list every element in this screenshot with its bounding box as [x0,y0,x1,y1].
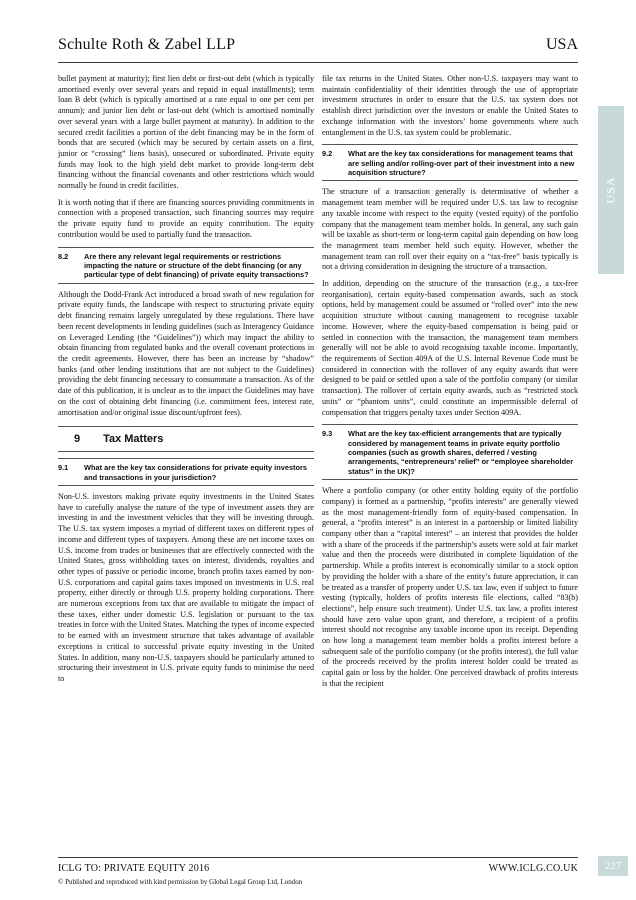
firm-name-header: Schulte Roth & Zabel LLP [58,36,236,53]
copyright-notice: © Published and reproduced with kind permission by Global Legal Group Ltd, London [58,878,303,886]
question-number: 9.2 [322,149,333,159]
paragraph: It is worth noting that if there are financing sources providing commitments in connection with a proposed transaction, such financing sources may require the private equity fund to provide an equity contribution. The equity contribution would be used to partially fund the transaction. [58,197,314,239]
side-tab-label: USA [603,176,618,204]
question-8-2 [58,247,314,284]
header-rule [58,62,578,63]
publication-title: ICLG TO: PRIVATE EQUITY 2016 [58,863,210,874]
page-number-tab [598,856,628,876]
paragraph: file tax returns in the United States. Other non-U.S. taxpayers may want to maintain confidentiality of their identities through the use of appropriate investment structures in order to ensure that the U.S. tax system does not establish direct jurisdiction over the investors or enable the United States to exchange information with the investors’ home governments where such entanglement in the U.S. tax system could be problematic. [322,74,578,137]
right-column [322,74,578,696]
question-text: What are the key tax considerations for private equity investors and transactions in your jurisdiction? [84,463,308,482]
question-text: Are there any relevant legal requirements or restrictions impacting the nature or structure of the debt financing (or any particular type of debt financing) of private equity transactions? [84,251,309,280]
section-number: 9 [74,433,81,446]
question-9-1 [58,458,314,486]
question-number: 8.2 [58,251,69,261]
paragraph: Non-U.S. investors making private equity investments in the United States have to carefully analyse the nature of the type of investment assets they are investing in and the investment vehicles that they will be investing through. The U.S. tax system imposes a myriad of different taxes on different types of income and different types of taxpayers. Among these are net income taxes on U.S. income from trades or businesses that are effectively connected with the United States, gross withholding taxes on interest, dividends, royalties and other types of passive or periodic income, branch profits taxes earned by non-U.S. corporations and capital gains taxes imposed on investments in U.S. real property, either directly or through U.S. property holding corporations. There are numerous exceptions from tax that are available to mitigate the impact of these taxes, either under domestic U.S. legislation or pursuant to the tax treaties in force with the United States. Matching the types of income expected to be earned with an investment structure that takes advantage of available exceptions is critical to successful private equity investing in the United States. In addition, many non-U.S. taxpayers should be particularly attuned to structuring their investment in U.S. private equity funds to minimise the need to [58,492,314,683]
question-9-2 [322,144,578,181]
paragraph: In addition, depending on the structure of the transaction (e.g., a tax-free reorganisation), certain equity-based compensation awards, such as stock options, held by management could be assumed or “rolled over” into the new acquisition structure without causing management to recognise taxable income. However, where the equity-based compensation is being paid or settled in connection with the transaction, the management team members generally will not be able to avoid recognising taxable income. Importantly, the requirements of Section 409A of the U.S. Internal Revenue Code must be considered in connection with the rollover of any equity awards that were designed to be paid or settled upon a sale of the portfolio company (or similar transaction). The rollover of certain equity awards, such as “restricted stock units” or “phantom units”, could constitute an impermissible deferral of compensation that triggers penalty taxes under Section 409A. [322,279,578,417]
paragraph: The structure of a transaction generally is determinative of whether a management team member will be required under U.S. tax law to recognise any taxable income with respect to the equity (vested equity) of the portfolio company that the management team member holds. In general, any such gain will be taxable as short-term or long-term capital gain depending on how long the management team member held such equity. However, whether the management team can roll over their equity on a “tax-free” basis typically is not a driving consideration in designing the structure of a transaction. [322,187,578,272]
question-number: 9.1 [58,463,69,473]
country-header: USA [545,36,578,53]
section-heading [58,426,314,452]
website-link[interactable]: WWW.ICLG.CO.UK [488,863,578,874]
question-9-3 [322,424,578,480]
paragraph: Although the Dodd-Frank Act introduced a broad swath of new regulation for private equity funds, the landscape with respect to structuring private equity debt financing remains largely unregulated by these regulations. There have been recent developments in lending guidelines (such as Interagency Guidance on Leveraged Lending (the “Guidelines”)) which may impact the ability to obtain financing from regulated banks and the overall covenant protections in the credit agreements. However, there has been an increase by “shadow” banks (and other lending institutions that are not subject to the Guidelines) providing the debt financing necessary to consummate a transaction. As of the date of this publication, it is unclear as to the impact the Guidelines may have on the cost of obtaining debt financing (i.e. commitment fees, interest rate, amortisation and/or original issue discount/upfront fees). [58,289,314,417]
footer-rule [58,857,578,858]
section-title: Tax Matters [103,433,164,446]
page-number: 227 [604,860,622,872]
question-text: What are the key tax-efficient arrangements that are typically considered by management teams in private equity portfolio companies (such as growth shares, deferred / vesting arrangements, “entrepreneurs’ relief” or “employee shareholder status” in the UK)? [348,429,574,476]
paragraph: bullet payment at maturity); first lien debt or first-out debt (which is typically amortised evenly over several years and repaid in equal installments); term loan B debt (which is typically amortised at a rate equal to one per cent per annum); and junior lien debt or last-out debt (which is amortised nominally over several years with a large bullet payment at maturity). In addition to the secured credit facilities a portion of the debt financing may be in the form of bonds that are secured (which may be secured by certain assets on a first, junior or “crossing” liens basis), unsecured or subordinated. Private equity funds may look to the high yield debt market to provide long-term debt financing without the financial covenants and other restrictions which would normally be found in credit facilities. [58,74,314,191]
left-column [58,74,314,691]
country-side-tab [598,106,624,274]
paragraph: Where a portfolio company (or other entity holding equity of the portfolio company) is formed as a partnership, “profits interests” are generally viewed as the most management-friendly form of equity-based compensation. In general, a “profits interest” is an interest in a partnership or limited liability company other than a “capital interest” – an interest that provides the holder with a share of the proceeds if the partnership’s assets were sold at fair market value and then the proceeds were distributed in complete liquidation of the partnership. While a profits interest is economically similar to a stock option by providing the holder with a share of the entity’s future appreciation, it can be treated as a transfer of property under U.S. tax law, even if subject to future vesting (typically, holders of profits interests file elections, called “83(b) elections”, help ensure such treatment). Under U.S. tax law, a profits interest should have zero value upon grant, and therefore, a recipient of a profits interest should not recognise any taxable income upon its receipt. Depending on how long a management team member holds a profits interest before a subsequent sale of the portfolio company (or the profits interest), the full value of the proceeds received by the profits interest holder could be treated as capital gain or loss by the holder. One perceived drawback of profits interests is that the recipient [322,486,578,688]
question-text: What are the key tax considerations for management teams that are selling and/or rolling-over part of their investment into a new acquisition structure? [348,149,575,178]
question-number: 9.3 [322,429,333,439]
